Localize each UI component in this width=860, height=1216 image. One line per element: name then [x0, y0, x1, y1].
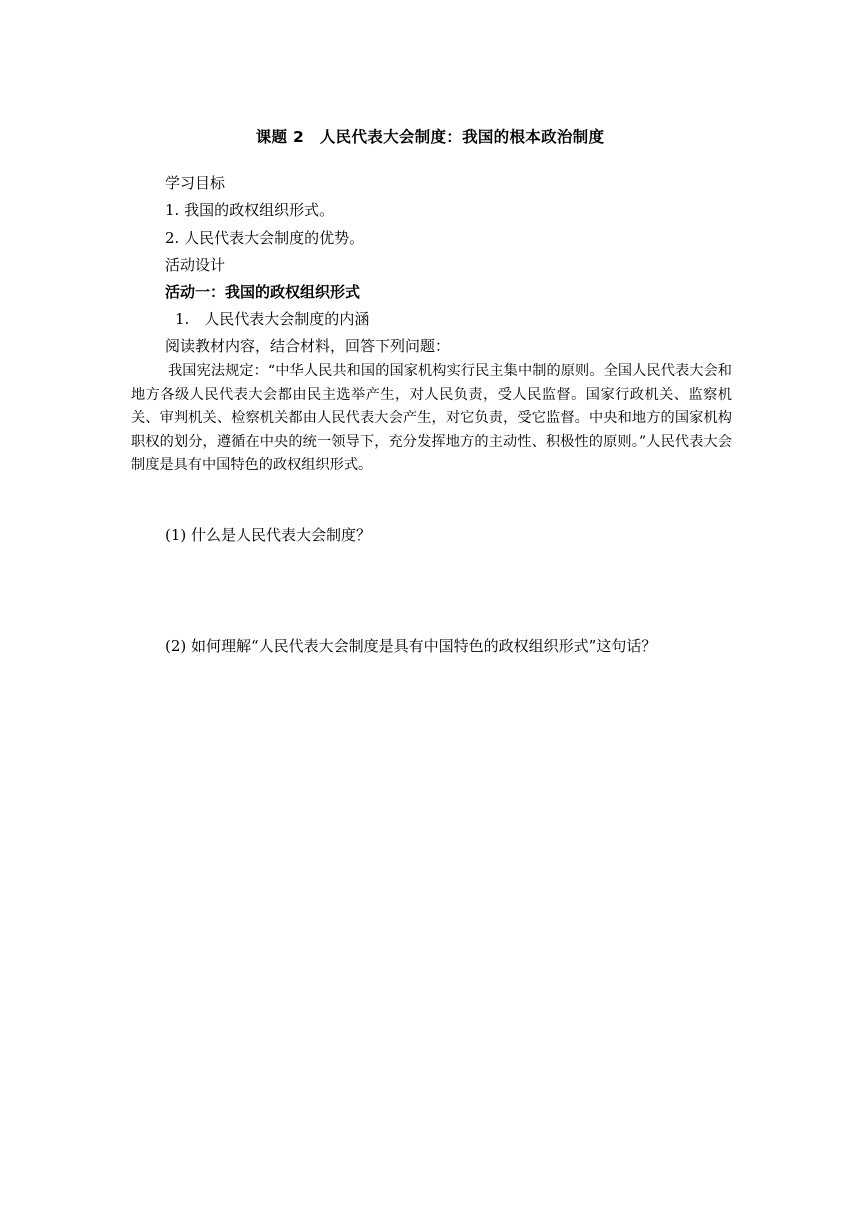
question-2: (2) 如何理解“人民代表大会制度是具有中国特色的政权组织形式”这句话？ — [165, 637, 657, 655]
activity-1-heading: 活动一：我国的政权组织形式 — [165, 283, 361, 301]
activity-design-heading: 活动设计 — [165, 256, 226, 274]
objective-item-2: 2. 人民代表大会制度的优势。 — [165, 229, 365, 247]
objective-item-1: 1. 我国的政权组织形式。 — [165, 201, 335, 219]
objectives-heading: 学习目标 — [165, 174, 226, 192]
section-1-heading: 1. 人民代表大会制度的内涵 — [175, 310, 370, 328]
material-paragraph: 我国宪法规定：“中华人民共和国的国家机构实行民主集中制的原则。全国人民代表大会和地方各级人民代表大会都由民主选举产生，对人民负责，受人民监督。国家行政机关、监察机关、审判机关、检察机关都由人民代表大会产生，对它负责，受它监督。中央和地方的国家机构职权的划分，遵循在中央的统一领导下，充分发挥地方的主动性、积极性的原则。”人民代表大会制度是具有中国特色的政权组织形式。 — [131, 363, 732, 474]
question-1: (1) 什么是人民代表大会制度？ — [165, 526, 372, 544]
lesson-title: 课题 2 人民代表大会制度：我国的根本政治制度 — [255, 128, 605, 146]
reading-instruction: 阅读教材内容，结合材料，回答下列问题： — [165, 337, 451, 355]
